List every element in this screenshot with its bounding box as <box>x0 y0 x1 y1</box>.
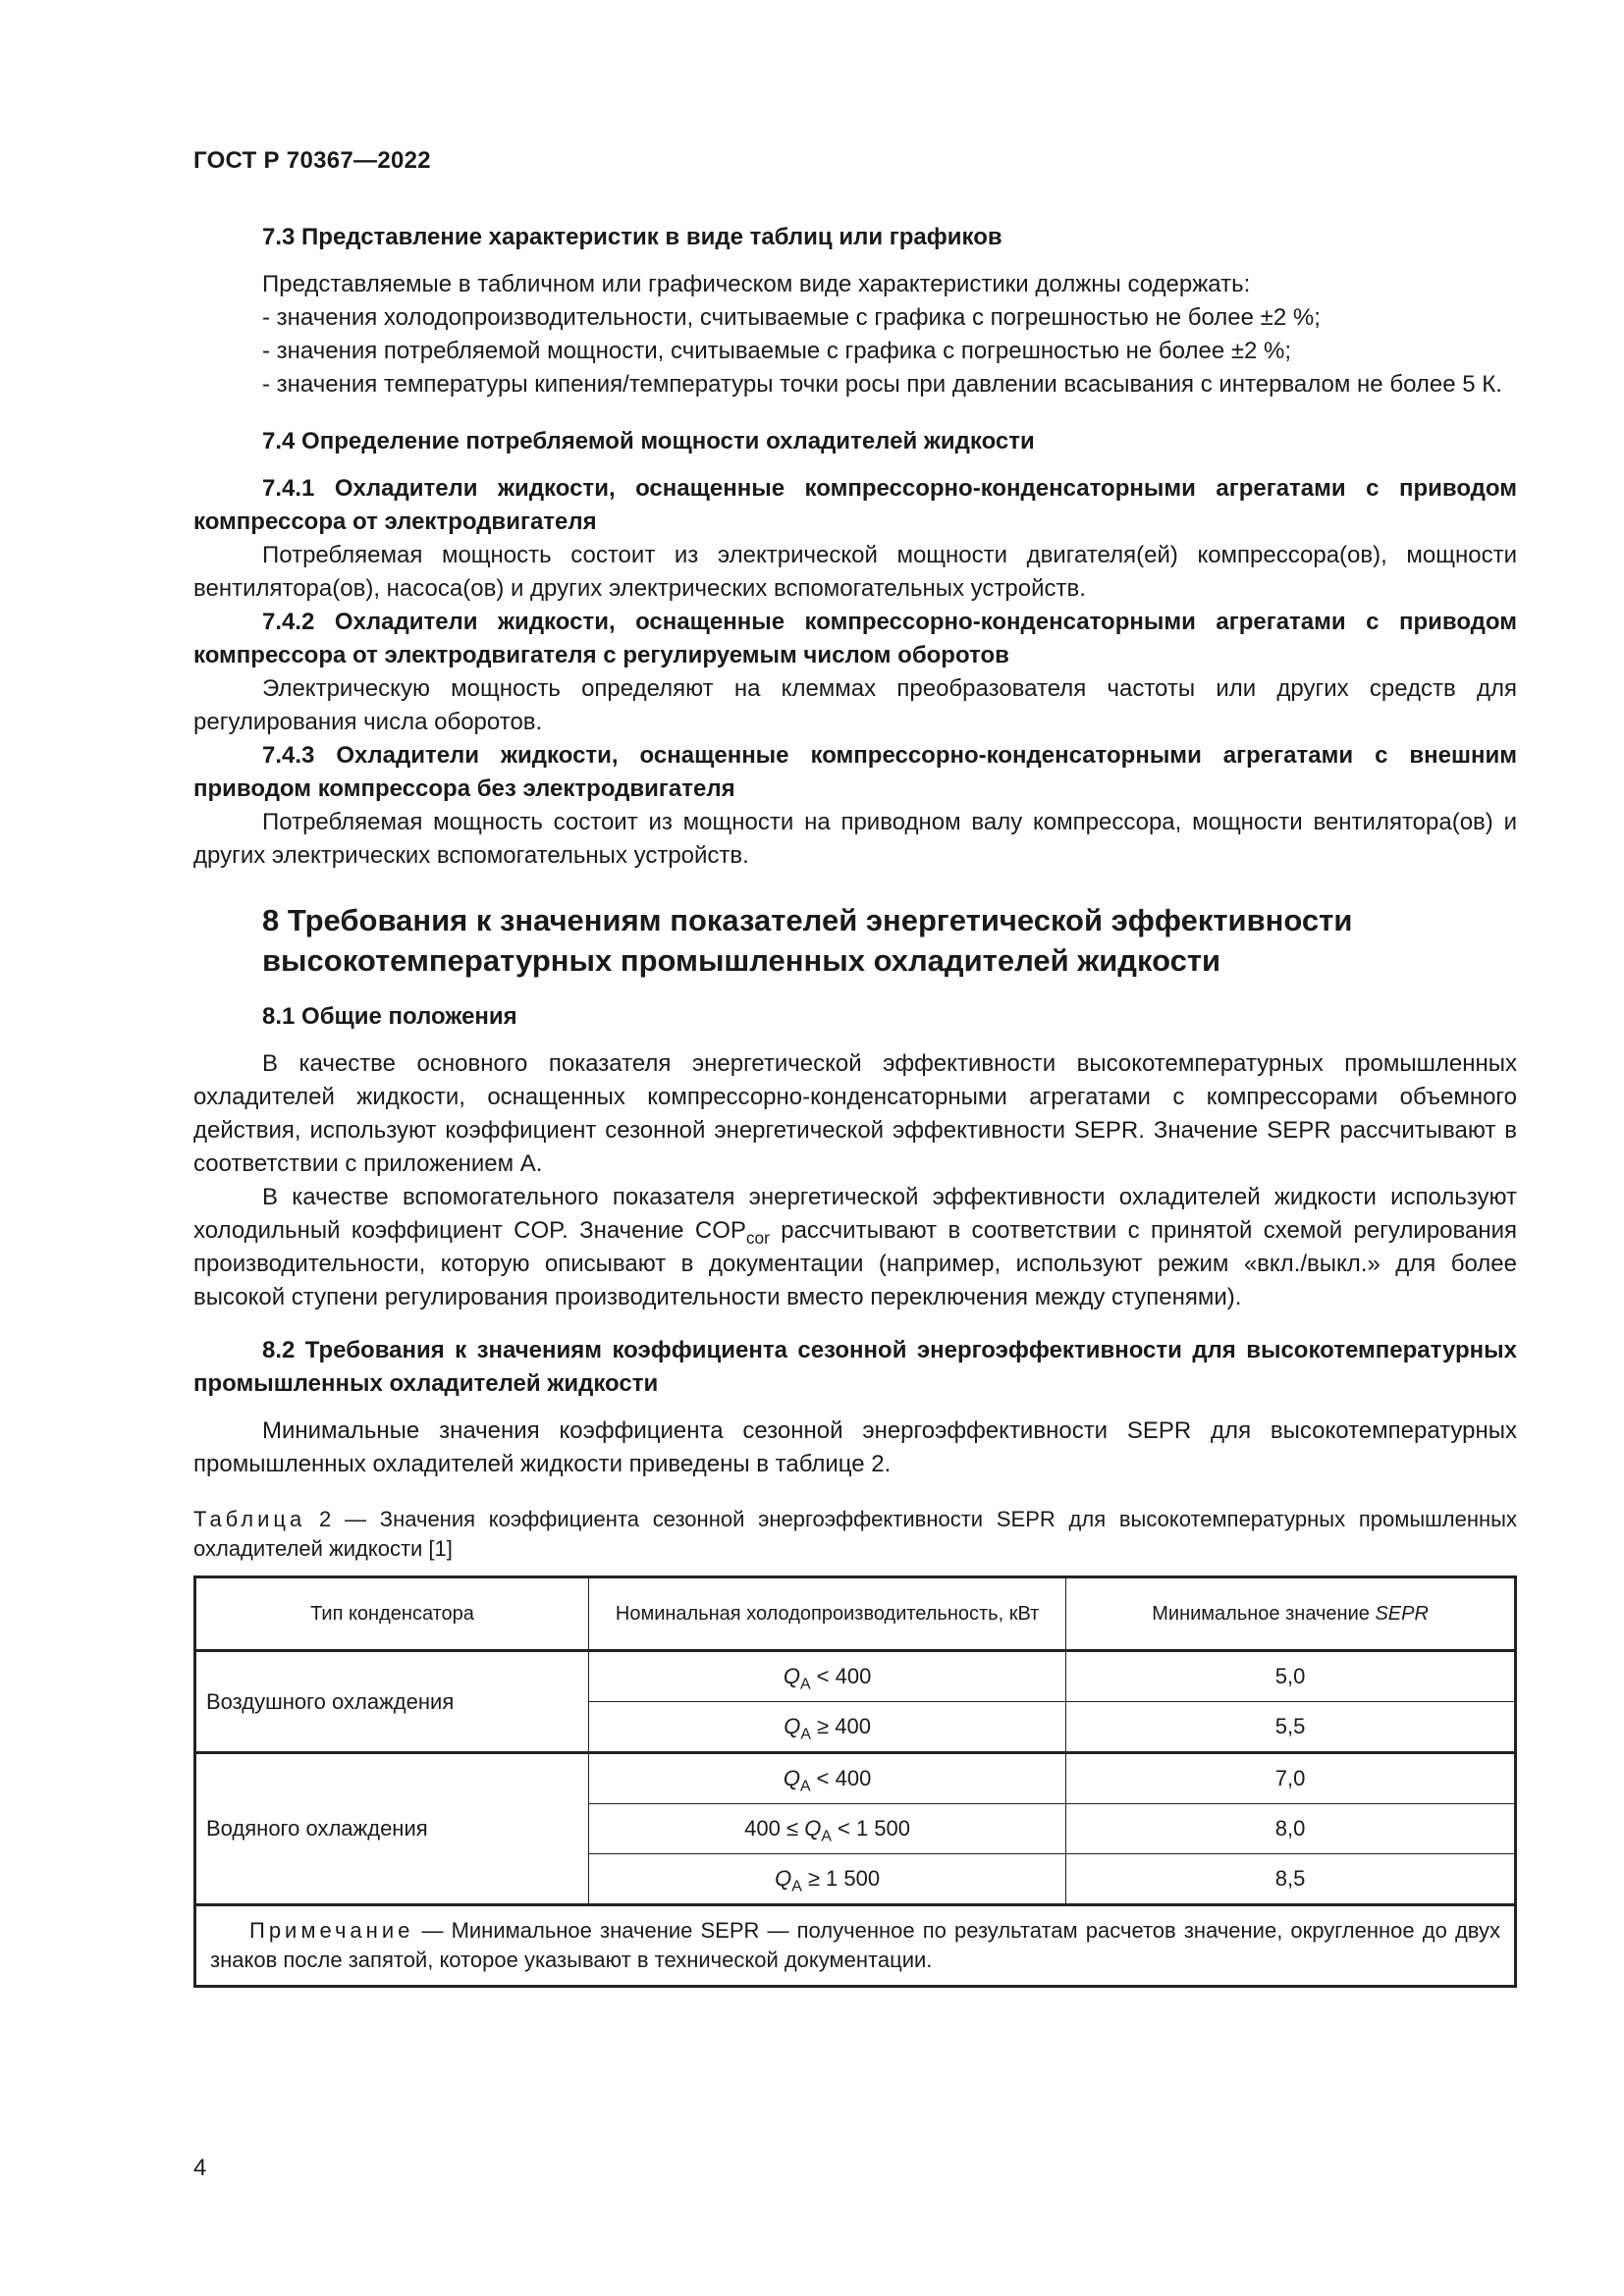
section-8-2-text: Минимальные значения коэффициента сезонной энергоэффективности SEPR для высокотемпературных промышленных охладителей жидкости приведены в таблице 2. <box>193 1417 1517 1477</box>
text-run: В качестве вспомогательного показателя энергетической эффективности охладителей жидкости используют холодильный коэффициент COP. Значение COP <box>193 1184 1517 1244</box>
table-2 <box>193 1575 1517 1988</box>
table-caption-label: Таблица <box>193 1507 306 1531</box>
sepr-value-cell: 7,0 <box>1066 1753 1516 1804</box>
condenser-type-cell: Водяного охлаждения <box>195 1753 589 1905</box>
table-caption <box>193 1505 1517 1564</box>
table-header-row <box>195 1577 1516 1651</box>
column-header: Номинальная холодопроизводительность, кВт <box>589 1577 1066 1651</box>
section-7-4-2-text: Электрическую мощность определяют на клеммах преобразователя частоты или других средств для регулирования числа оборотов. <box>193 675 1517 735</box>
section-8-2-heading: 8.2 Требования к значениям коэффициента сезонной энергоэффективности для высокотемпературных промышленных охладителей жидкости <box>193 1337 1517 1397</box>
section-7-4-3-text: Потребляемая мощность состоит из мощности на приводном валу компрессора, мощности вентилятора(ов) и других электрических вспомогательных устройств. <box>193 809 1517 869</box>
section-8-1-heading: 8.1 Общие положения <box>262 1003 517 1030</box>
table-caption-text: 2 — Значения коэффициента сезонной энергоэффективности SEPR для высокотемпературных промышленных охладителей жидкости [1] <box>193 1507 1517 1561</box>
sepr-value-cell: 5,5 <box>1066 1702 1516 1753</box>
capacity-cell <box>589 1753 1066 1804</box>
section-8-title: 8 Требования к значениям показателей энергетической эффективности высокотемпературных промышленных охладителей жидкости <box>262 903 1353 978</box>
section-7-4-1-heading: 7.4.1 Охладители жидкости, оснащенные компрессорно-конденсаторными агрегатами с приводом компрессора от электродвигателя <box>193 475 1517 535</box>
page-content <box>193 221 1517 1988</box>
list-item: - значения потребляемой мощности, считываемые с графика с погрешностью не более ±2 %; <box>262 338 1292 364</box>
list-item: - значения холодопроизводительности, считываемые с графика с погрешностью не более ±2 %; <box>262 304 1321 331</box>
text-run: < 400 <box>810 1664 872 1688</box>
list-item: - значения температуры кипения/температуры точки росы при давлении всасывания с интервалом не более 5 К. <box>262 371 1502 398</box>
text-run: Минимальное значение <box>1152 1603 1376 1625</box>
q-symbol: Q <box>804 1816 822 1841</box>
capacity-cell <box>589 1702 1066 1753</box>
section-8-1-paragraph-1: В качестве основного показателя энергетической эффективности высокотемпературных промышленных охладителей жидкости, оснащенных компрессорно-конденсаторными агрегатами с компрессорами объемного действия, используют коэффициент сезонной энергетической эффективности SEPR. Значение SEPR рассчитывают в соответствии с приложением А. <box>193 1050 1517 1177</box>
column-header <box>1066 1577 1516 1651</box>
table-row <box>195 1651 1516 1702</box>
column-header: Тип конденсатора <box>195 1577 589 1651</box>
capacity-cell <box>589 1854 1066 1905</box>
capacity-cell <box>589 1651 1066 1702</box>
q-symbol: Q <box>784 1714 801 1738</box>
note-text: — Минимальное значение SEPR — полученное по результатам расчетов значение, округленное до двух знаков после запятой, которое указывают в технической документации. <box>210 1918 1500 1972</box>
q-symbol: Q <box>783 1766 800 1790</box>
text-run: SEPR <box>1375 1603 1429 1625</box>
section-8-1-paragraph-2 <box>193 1181 1517 1314</box>
text-run: < 400 <box>810 1766 872 1790</box>
sepr-value-cell: 8,0 <box>1066 1804 1516 1854</box>
capacity-cell <box>589 1804 1066 1854</box>
document-header: ГОСТ Р 70367—2022 <box>193 147 431 174</box>
subscript: cor <box>745 1228 770 1249</box>
text-run: ≥ 1 500 <box>801 1866 881 1891</box>
text-run: < 1 500 <box>831 1816 911 1841</box>
page-number: 4 <box>193 2155 207 2181</box>
q-symbol: Q <box>775 1866 792 1891</box>
condenser-type-cell: Воздушного охлаждения <box>195 1651 589 1753</box>
subscript: A <box>799 1778 811 1795</box>
table-note-row <box>195 1905 1516 1987</box>
table-note <box>195 1905 1516 1987</box>
text-run: рассчитывают в соответствии с принятой схемой регулирования производительности, которую описывают в документации (например, используют режим «вкл./выкл.» для более высокой ступени регулирования производительности вместо переключения между ступенями). <box>193 1217 1517 1310</box>
note-label: Примечание <box>249 1918 414 1943</box>
section-7-4-2-heading: 7.4.2 Охладители жидкости, оснащенные компрессорно-конденсаторными агрегатами с приводом компрессора от электродвигателя с регулируемым числом оборотов <box>193 609 1517 668</box>
text-run: ≥ 400 <box>810 1714 871 1738</box>
subscript: A <box>791 1878 802 1896</box>
table-row <box>195 1753 1516 1804</box>
q-symbol: Q <box>783 1664 800 1688</box>
subscript: A <box>800 1726 811 1743</box>
section-7-4-1-text: Потребляемая мощность состоит из электрической мощности двигателя(ей) компрессора(ов), мощности вентилятора(ов), насоса(ов) и других электрических вспомогательных устройств. <box>193 542 1517 602</box>
section-7-4-heading: 7.4 Определение потребляемой мощности охладителей жидкости <box>262 428 1035 454</box>
section-7-3-heading: 7.3 Представление характеристик в виде таблиц или графиков <box>262 224 1002 250</box>
subscript: A <box>799 1676 811 1693</box>
section-7-4-3-heading: 7.4.3 Охладители жидкости, оснащенные компрессорно-конденсаторными агрегатами с внешним приводом компрессора без электродвигателя <box>193 742 1517 802</box>
subscript: A <box>821 1828 832 1845</box>
sepr-value-cell: 8,5 <box>1066 1854 1516 1905</box>
sepr-value-cell: 5,0 <box>1066 1651 1516 1702</box>
section-7-3-intro: Представляемые в табличном или графическом виде характеристики должны содержать: <box>262 271 1251 297</box>
text-run: 400 ≤ <box>744 1816 805 1841</box>
